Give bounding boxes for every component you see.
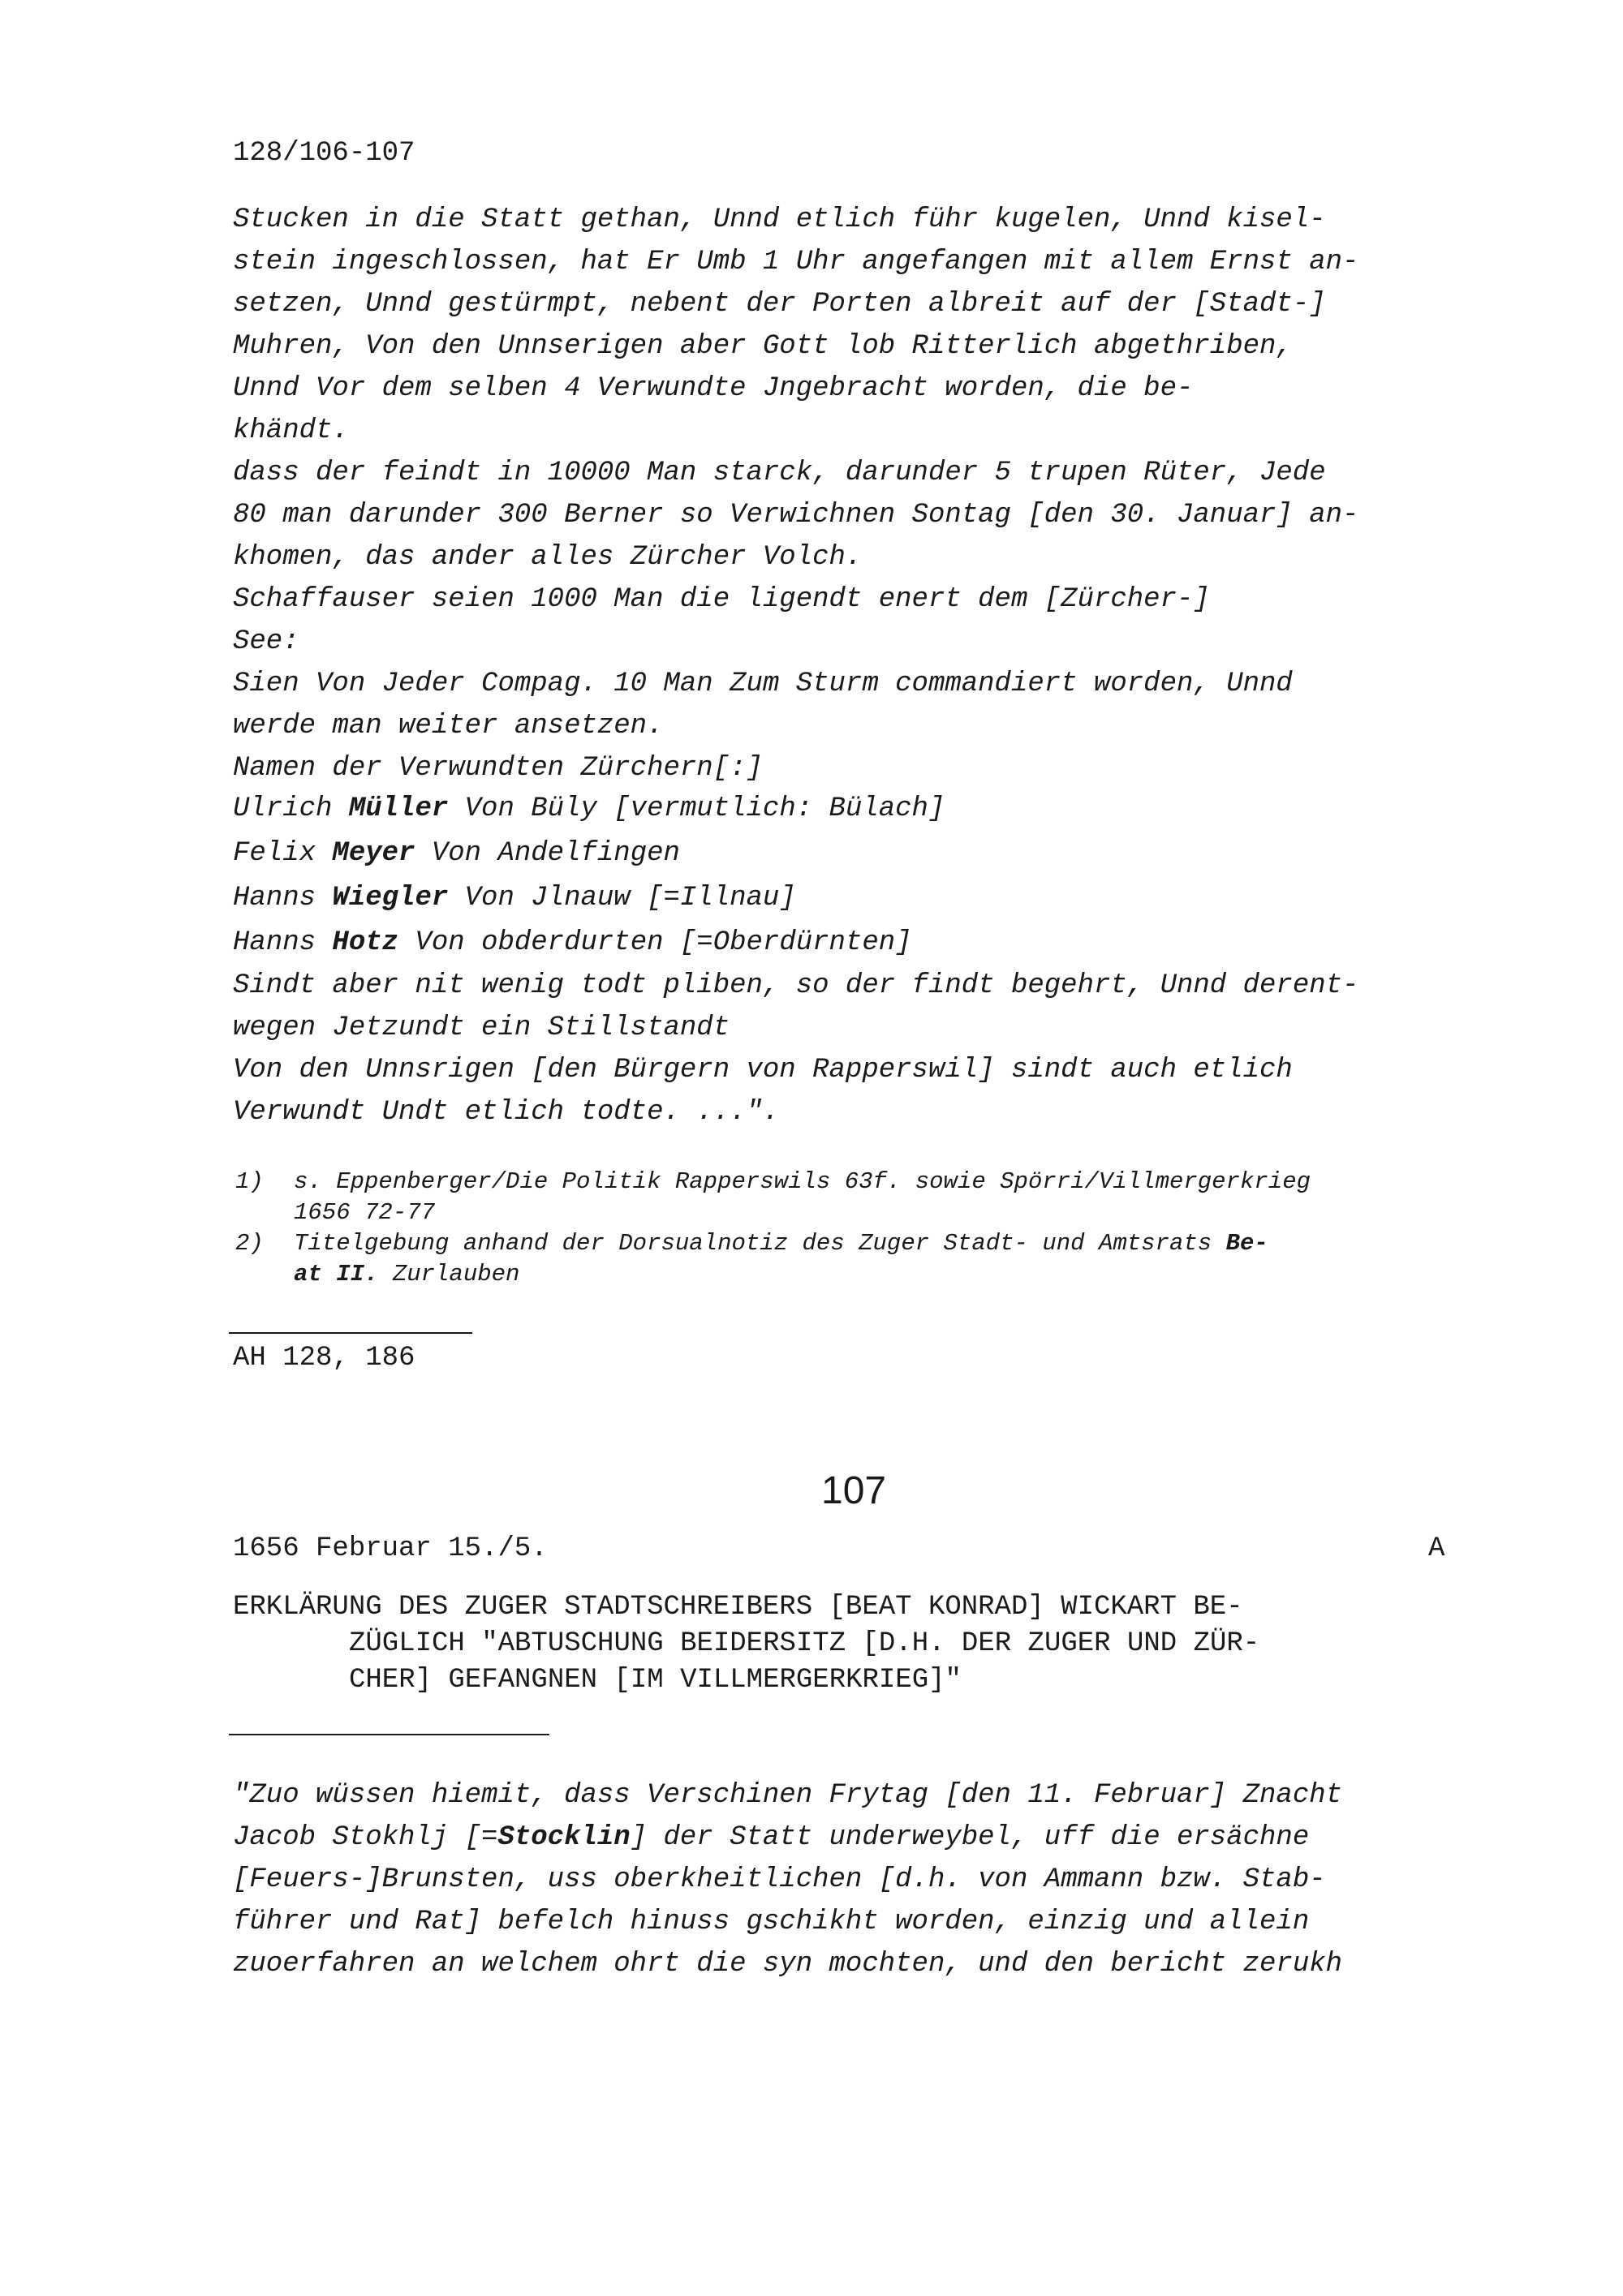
source-divider xyxy=(229,1332,472,1334)
bold-name: Wiegler xyxy=(332,883,449,914)
text-line xyxy=(233,753,763,784)
text-segment: Schaffauser seien 1000 Man die ligendt enert dem [Zürcher-] xyxy=(233,584,1210,615)
text-segment: s. Eppenberger/Die Politik Rapperswils 63f. sowie Spörri/Villmergerkrieg xyxy=(294,1168,1311,1195)
text-segment: Verwundt Undt etlich todte. ...". xyxy=(233,1097,780,1128)
text-segment: Ulrich xyxy=(233,793,349,824)
text-line xyxy=(233,1780,1342,1811)
text-line xyxy=(233,415,349,446)
document-number: 107 xyxy=(821,1469,887,1512)
text-line xyxy=(233,793,945,824)
document-title-line: ZÜGLICH "ABTUSCHUNG BEIDERSITZ [D.H. DER ZUGER UND ZÜR- xyxy=(349,1628,1260,1659)
text-line xyxy=(233,1055,1293,1086)
text-segment: setzen, Unnd gestürmpt, nebent der Porten albreit auf der [Stadt-] xyxy=(233,289,1326,320)
text-line xyxy=(233,927,912,958)
text-segment: 1656 72-77 xyxy=(294,1199,436,1226)
text-segment: werde man weiter ansetzen. xyxy=(233,711,664,742)
document-letter: A xyxy=(1428,1533,1445,1564)
bold-name: Stocklin xyxy=(497,1822,631,1853)
text-segment: [Feuers-]Brunsten, uss oberkheitlichen [d.h. von Ammann bzw. Stab- xyxy=(233,1864,1326,1895)
text-segment: Von Jlnauw [=Illnau] xyxy=(448,883,796,914)
bold-name: at II. xyxy=(294,1261,379,1288)
text-segment: 80 man darunder 300 Berner so Verwichnen Sontag [den 30. Januar] an- xyxy=(233,500,1359,531)
text-segment: Von Andelfingen xyxy=(415,838,680,869)
title-divider xyxy=(229,1734,549,1735)
text-segment: Von obderdurten [=Oberdürnten] xyxy=(398,927,912,958)
text-line xyxy=(294,1168,1311,1195)
text-segment: Hanns xyxy=(233,883,333,914)
document-title-line: CHER] GEFANGNEN [IM VILLMERGERKRIEG]" xyxy=(349,1665,962,1696)
text-line xyxy=(233,542,862,573)
text-line xyxy=(233,331,1293,362)
text-segment: Sien Von Jeder Compag. 10 Man Zum Sturm commandiert worden, Unnd xyxy=(233,669,1293,699)
text-line xyxy=(233,970,1358,1001)
footnote-number: 1) xyxy=(235,1168,264,1195)
text-segment: stein ingeschlossen, hat Er Umb 1 Uhr angefangen mit allem Ernst an- xyxy=(233,247,1359,277)
text-segment: Hanns xyxy=(233,927,333,958)
text-segment: ] der Statt underweybel, uff die ersächne xyxy=(630,1822,1310,1853)
text-line xyxy=(294,1199,435,1226)
text-segment: führer und Rat] befelch hinuss gschikht worden, einzig und allein xyxy=(233,1907,1310,1937)
text-line xyxy=(233,204,1326,235)
text-line xyxy=(294,1230,1268,1257)
header-reference: 128/106-107 xyxy=(233,138,415,169)
text-line xyxy=(233,626,299,657)
text-segment: Unnd Vor dem selben 4 Verwundte Jngebracht worden, die be- xyxy=(233,373,1194,404)
text-line xyxy=(294,1261,519,1288)
text-line xyxy=(233,1097,779,1128)
text-segment: "Zuo wüssen hiemit, dass Verschinen Frytag [den 11. Februar] Znacht xyxy=(233,1780,1343,1811)
document-title-line: ERKLÄRUNG DES ZUGER STADTSCHREIBERS [BEAT KONRAD] WICKART BE- xyxy=(233,1592,1243,1623)
text-line xyxy=(233,289,1326,320)
bold-name: Be- xyxy=(1225,1230,1268,1257)
text-line xyxy=(233,1907,1309,1937)
text-line xyxy=(233,458,1326,488)
text-line xyxy=(233,838,680,869)
text-segment: Namen der Verwundten Zürchern[:] xyxy=(233,753,763,784)
document-date: 1656 Februar 15./5. xyxy=(233,1533,548,1564)
text-line xyxy=(233,669,1293,699)
text-segment: dass der feindt in 10000 Man starck, darunder 5 trupen Rüter, Jede xyxy=(233,458,1326,488)
text-segment: Stucken in die Statt gethan, Unnd etlich führ kugelen, Unnd kisel- xyxy=(233,204,1326,235)
text-line xyxy=(233,711,664,742)
text-segment: zuoerfahren an welchem ohrt die syn mochten, und den bericht zerukh xyxy=(233,1949,1343,1980)
text-segment: Muhren, Von den Unnserigen aber Gott lob Ritterlich abgethriben, xyxy=(233,331,1293,362)
text-segment: wegen Jetzundt ein Stillstandt xyxy=(233,1013,730,1043)
bold-name: Meyer xyxy=(332,838,415,869)
text-line xyxy=(233,584,1210,615)
text-segment: Jacob Stokhlj [= xyxy=(233,1822,498,1853)
text-segment: Felix xyxy=(233,838,333,869)
text-line xyxy=(233,1949,1342,1980)
text-line xyxy=(233,373,1193,404)
text-line xyxy=(233,1822,1309,1853)
text-segment: Zurlauben xyxy=(378,1261,520,1288)
source-reference: AH 128, 186 xyxy=(233,1343,415,1374)
text-line xyxy=(233,1013,730,1043)
text-segment: Sindt aber nit wenig todt pliben, so der findt begehrt, Unnd derent- xyxy=(233,970,1359,1001)
text-segment: khomen, das ander alles Zürcher Volch. xyxy=(233,542,863,573)
text-segment: khändt. xyxy=(233,415,349,446)
bold-name: Hotz xyxy=(332,927,399,958)
text-line xyxy=(233,500,1358,531)
text-segment: Von Büly [vermutlich: Bülach] xyxy=(448,793,945,824)
text-segment: Titelgebung anhand der Dorsualnotiz des Zuger Stadt- und Amtsrats xyxy=(294,1230,1226,1257)
footnote-number: 2) xyxy=(235,1230,264,1257)
bold-name: Müller xyxy=(348,793,449,824)
text-line xyxy=(233,883,796,914)
text-line xyxy=(233,1864,1326,1895)
text-segment: Von den Unnsrigen [den Bürgern von Rapperswil] sindt auch etlich xyxy=(233,1055,1293,1086)
text-segment: See: xyxy=(233,626,299,657)
text-line xyxy=(233,247,1358,277)
